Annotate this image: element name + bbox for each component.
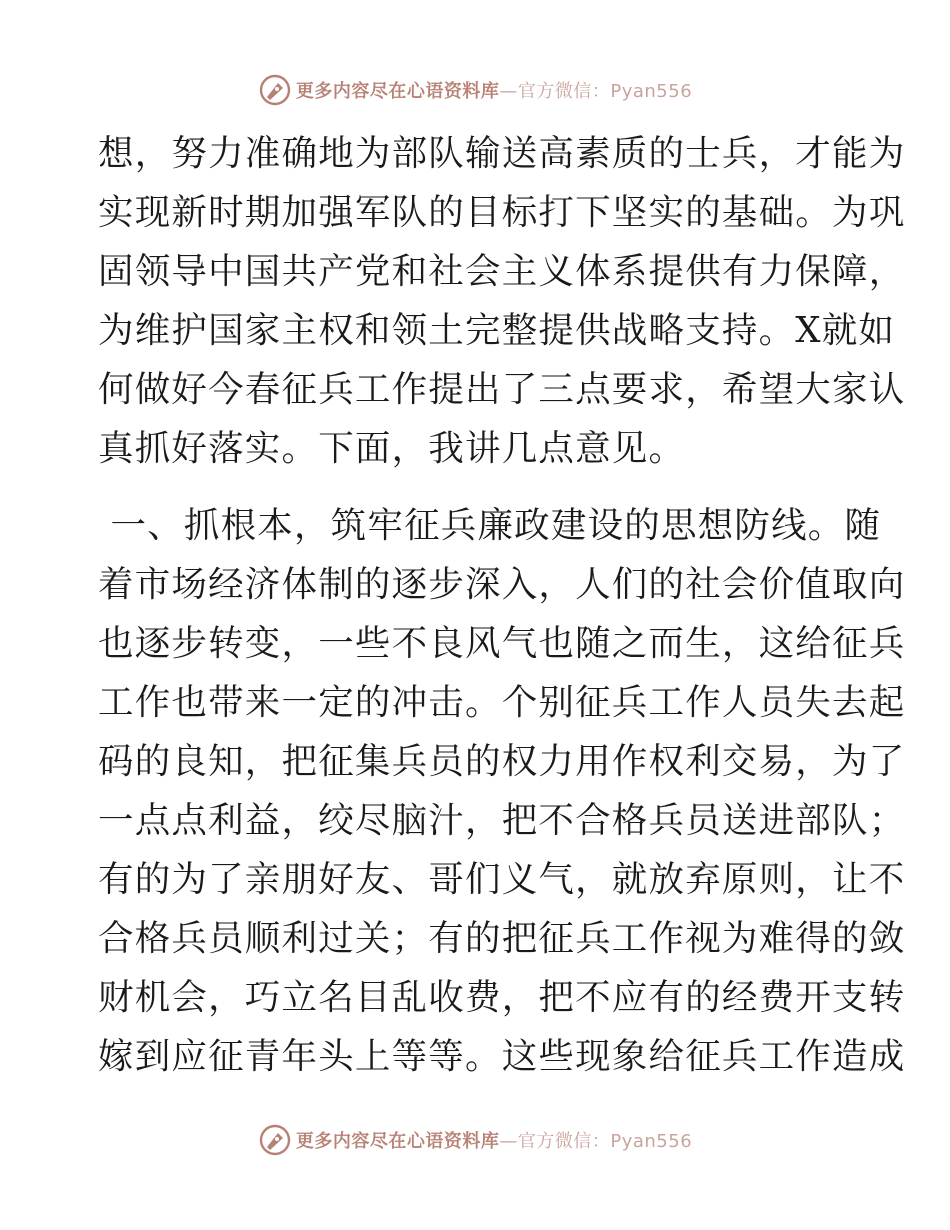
text-line: 码的良知，把征集兵员的权力用作权利交易，为了 xyxy=(98,741,906,782)
text-line: 想，努力准确地为部队输送高素质的士兵，才能为 xyxy=(98,133,906,174)
text-line: 着市场经济体制的逐步深入，人们的社会价值取向 xyxy=(98,564,906,605)
text-line: 有的为了亲朋好友、哥们义气，就放弃原则，让不 xyxy=(98,859,906,900)
header-watermark xyxy=(0,70,950,110)
text-line: 固领导中国共产党和社会主义体系提供有力保障， xyxy=(98,251,906,292)
text-line: 何做好今春征兵工作提出了三点要求，希望大家认 xyxy=(98,369,906,410)
text-line: 工作也带来一定的冲击。个别征兵工作人员失去起 xyxy=(98,682,906,723)
document-body xyxy=(98,124,906,1086)
text-line: 一点点利益，绞尽脑汁，把不合格兵员送进部队； xyxy=(98,800,906,841)
text-line: 一、抓根本，筑牢征兵廉政建设的思想防线。随 xyxy=(98,505,882,546)
paragraph xyxy=(98,496,906,1086)
text-line: 嫁到应征青年头上等等。这些现象给征兵工作造成 xyxy=(98,1036,906,1077)
pen-nib-logo-icon xyxy=(258,1123,292,1157)
watermark-text: 更多内容尽在心语资料库—官方微信：Pyan556 xyxy=(295,81,693,102)
text-line: 也逐步转变，一些不良风气也随之而生，这给征兵 xyxy=(98,623,906,664)
watermark-text: 更多内容尽在心语资料库—官方微信：Pyan556 xyxy=(295,1131,693,1152)
text-line: 合格兵员顺利过关；有的把征兵工作视为难得的敛 xyxy=(98,918,906,959)
pen-nib-logo-icon xyxy=(258,73,292,107)
text-line: 真抓好落实。下面，我讲几点意见。 xyxy=(98,428,686,469)
text-line: 实现新时期加强军队的目标打下坚实的基础。为巩 xyxy=(98,192,906,233)
text-line: 为维护国家主权和领土完整提供战略支持。X就如 xyxy=(98,310,896,351)
text-line: 财机会，巧立名目乱收费，把不应有的经费开支转 xyxy=(98,977,906,1018)
footer-watermark xyxy=(0,1120,950,1160)
paragraph-gap xyxy=(98,478,850,496)
paragraph xyxy=(98,124,906,478)
